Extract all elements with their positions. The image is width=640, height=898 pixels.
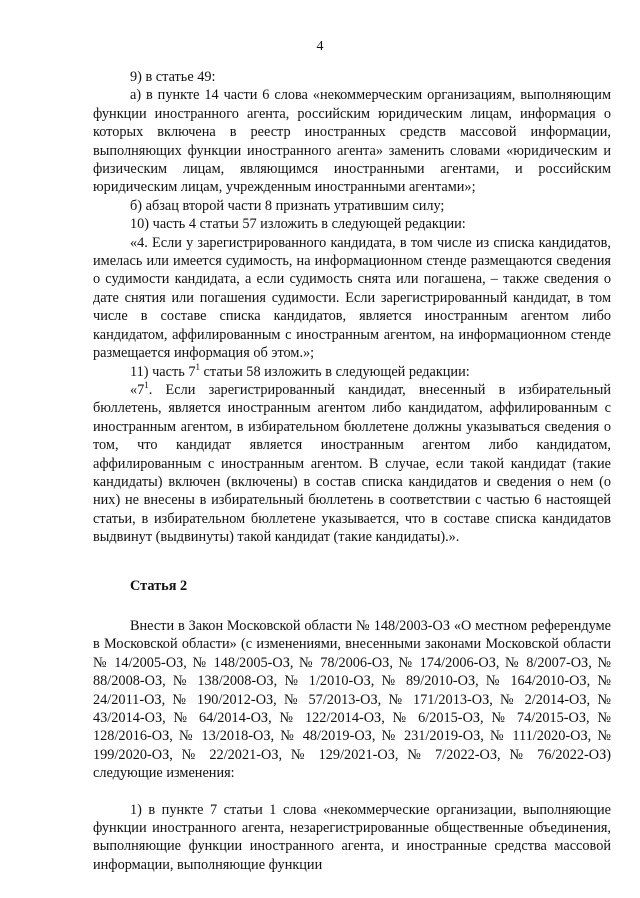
paragraph-item-11-after: статьи 58 изложить в следующей редакции: (199, 363, 470, 380)
paragraph-item-10: 10) часть 4 статьи 57 изложить в следующей редакции: (130, 216, 466, 233)
article-2-item-1: 1) в пункте 7 статьи 1 слова «некоммерческие организации, выполняющие функции иностранного агента, незарегистрированные общественные объединения, выполняющие функции иностранного агента, и иностранные средства массовой информации, выполняющие функции (93, 801, 611, 873)
paragraph-item-11 (93, 363, 611, 381)
page-number: 4 (316, 39, 324, 54)
paragraph-item-11-sup: 1 (195, 361, 200, 372)
paragraph-item-11-quote-after: . Если зарегистрированный кандидат, внесенный в избирательный бюллетень, является иностранным агентом либо кандидатом, аффилированным с иностранным агентом, в избирательном бюллетене должны указываться сведения о том, что кандидат является иностранным агентом либо кандидатом, аффилированным с иностранным агентом. В случае, если такой кандидат (такие кандидаты) включен (включены) в состав списка кандидатов и сведения о нем (о них) не внесены в избирательный бюллетень в соответствии с частью 6 настоящей статьи, в избирательном бюллетене указывается, что в составе списка кандидатов выдвинут (выдвинуты) такой кандидат (такие кандидаты).». (93, 381, 611, 546)
spacer (93, 783, 611, 801)
spacer (93, 595, 611, 617)
paragraph-item-9: 9) в статье 49: (130, 69, 216, 85)
paragraph-item-9a: а) в пункте 14 части 6 слова «некоммерческим организациям, выполняющим функции иностранного агента, российским юридическим лицам, информация о которых включена в реестр иностранных средств массовой информации, выполняющих функции иностранного агента» заменить словами «юридическим и физическим лицам, являющимся иностранными агентами, и российским юридическим лицам, учрежденным иностранными агентами»; (93, 87, 611, 196)
paragraph-item-10-quote: «4. Если у зарегистрированного кандидата, в том числе из списка кандидатов, имелась или имеется судимость, на информационном стенде размещаются сведения о судимости кандидата, а если судимость снята или погашена, – также сведения о дате снятия или погашения судимости. Если зарегистрированный кандидат, в том числе в составе списка кандидатов, является иностранным агентом либо кандидатом, аффилированным с иностранным агентом, на информационном стенде размещается информация об этом.»; (93, 234, 611, 362)
article-2-heading: Статья 2 (130, 577, 188, 594)
paragraph-item-9b: б) абзац второй части 8 признать утратившим силу; (130, 197, 445, 214)
document-body (93, 68, 611, 874)
paragraph-item-11-before: 11) часть 7 (130, 363, 196, 380)
paragraph-item-11-quote (93, 381, 611, 547)
paragraph-item-11-quote-before: «7 (130, 381, 145, 398)
paragraph-item-11-quote-sup: 1 (144, 380, 149, 391)
article-2-intro: Внести в Закон Московской области № 148/2003-ОЗ «О местном референдуме в Московской области» (с изменениями, внесенными законами Московской области № 14/2005-ОЗ, № 148/2005-ОЗ, № 78/2006-ОЗ, № 174/2006-ОЗ, № 8/2007-ОЗ, № 88/2008-ОЗ, № 138/2008-ОЗ, № 1/2010-ОЗ, № 89/2010-ОЗ, № 164/2010-ОЗ, № 24/2011-ОЗ, № 190/2012-ОЗ, № 57/2013-ОЗ, № 171/2013-ОЗ, № 2/2014-ОЗ, № 43/2014-ОЗ, № 64/2014-ОЗ, № 122/2014-ОЗ, № 6/2015-ОЗ, № 74/2015-ОЗ, № 128/2016-ОЗ, № 13/2018-ОЗ, № 48/2019-ОЗ, № 231/2019-ОЗ, № 111/2020-ОЗ, № 199/2020-ОЗ, № 22/2021-ОЗ, № 129/2021-ОЗ, № 7/2022-ОЗ, № 76/2022-ОЗ) следующие изменения: (93, 617, 611, 782)
